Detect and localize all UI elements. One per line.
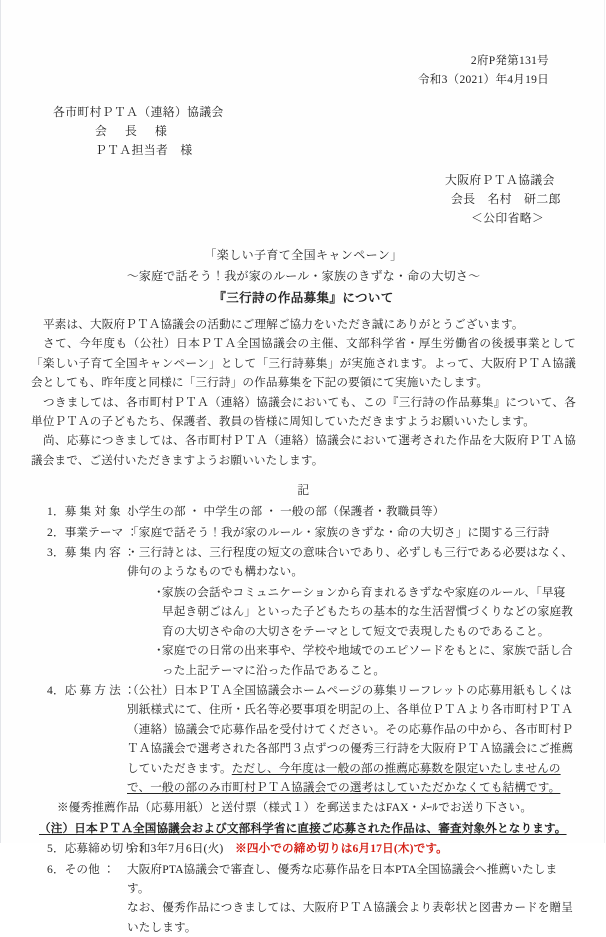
item-1-label: 1．募 集 対 象 ： xyxy=(47,505,136,519)
addressee-block xyxy=(31,103,576,160)
item-4-note-warning: （注）日本ＰＴＡ全国協議会および文部科学省に直接ご応募された作品は、審査対象外となります。 xyxy=(39,821,567,835)
item-4-note: ※優秀推薦作品（応募用紙）と送付票（様式１）を郵送またはFAX・ﾒｰﾙでお送り下さい。 xyxy=(57,801,533,815)
addressee-line-1: 各市町村ＰＴＡ（連絡）協議会 xyxy=(53,105,224,119)
item-6-label: 6．その他 ： xyxy=(47,862,115,876)
item-5-deadline-highlight: ※四小での締め切りは6月17日(木)です。 xyxy=(235,842,448,856)
item-5-body xyxy=(127,839,576,858)
document-date: 令和3（2021）年4月19日 xyxy=(418,74,549,86)
list-item xyxy=(153,583,576,641)
document-number: 2府P発第131号 xyxy=(470,55,549,67)
list-item xyxy=(153,641,576,680)
paragraph-3: つきましては、各市町村ＰＴＡ（連絡）協議会においても、この『三行詩の作品募集』について、各単位ＰＴＡの子どもたち、保護者、教員の皆様に周知していただきますようお願いいたします。 xyxy=(31,395,576,429)
title-line-2: ～家庭で話そう！我が家のルール・家族のきずな・命の大切さ～ xyxy=(126,269,481,283)
bullet-mark-icon: ・ xyxy=(153,585,165,599)
list-item xyxy=(31,681,576,797)
item-5-label: 5．応募締め切り： xyxy=(47,842,147,856)
item-3-label: 3．募 集 内 容 ： xyxy=(47,546,136,560)
paragraph-2: さて、今年度も（公社）日本ＰＴＡ全国協議会の主催、文部科学省・厚生労働省の後援事業として「楽しい子育て全国キャンペーン」として「三行詩募集」が実施されます。よって、大阪府ＰＴＡ協議会としても、昨年度と同様に「三行詩」の作品募集を下記の要領にて実施いたします。 xyxy=(31,337,576,390)
list-item xyxy=(31,523,576,542)
document-title xyxy=(31,245,576,309)
item-5-deadline: 令和3年7月6日(火) xyxy=(127,842,236,856)
bullet-mark-icon: ・ xyxy=(153,644,165,658)
list-item xyxy=(31,502,576,521)
item-1-body: 小学生の部 ・ 中学生の部 ・ 一般の部（保護者・教職員等） xyxy=(127,505,445,519)
body-paragraphs xyxy=(31,315,576,470)
item-3-bullets xyxy=(127,583,576,680)
title-line-1: 「楽しい子育て全国キャンペーン」 xyxy=(204,248,403,262)
item-3-body: ・三行詩とは、三行程度の短文の意味合いであり、必ずしも三行である必要はなく、俳句のようなものでも構わない。 xyxy=(127,546,574,579)
seal-omitted-note: ＜公印省略＞ xyxy=(471,211,545,225)
item-6-body: 大阪府PTA協議会で審査し、優秀な応募作品を日本PTA全国協議会へ推薦いたします。 xyxy=(127,862,558,895)
document-sheet xyxy=(1,0,606,934)
paragraph-1: 平素は、大阪府ＰＴＡ協議会の活動にご理解ご協力をいただき誠にありがとうございます。 xyxy=(43,318,524,331)
items-list xyxy=(31,502,576,937)
sender-organization: 大阪府ＰＴＡ協議会 xyxy=(445,173,555,187)
item-3-bullet-2: 家庭での日常の出来事や、学校や地域でのエピソードをもとに、家族で話し合った上記テーマに沿った作品であること。 xyxy=(162,644,573,677)
item-4-label: 4．応 募 方 法 ： xyxy=(47,683,136,697)
kiji-marker: 記 xyxy=(297,483,310,498)
list-item xyxy=(31,860,576,899)
sender-block xyxy=(31,171,576,228)
item-2-label: 2．事業テーマ ： xyxy=(47,525,139,539)
item-3-bullet-1: 家族の会話やコミュニケーションから育まれるきずなや家庭のルール、「早寝早起き朝ごはん」といった子どもたちの基本的な生活習慣づくりなどの家庭教育の大切さや命の大切さをテーマとして短文で表現したものであること。 xyxy=(162,585,574,638)
addressee-line-2: 会 長 様 xyxy=(95,124,170,138)
item-4-body-plain: （公社）日本ＰＴＡ全国協議会ホームページの募集リーフレットの応募用紙もしくは別紙様式にて、住所・氏名等必要事項を明記の上、各単位ＰＴＡより各市町村ＰＴＡ（連絡）協議会で応募作品を受付けてください。その応募作品の中から、各市町村ＰＴＡ協議会で選考された各部門３点ずつの優秀三行詩を大阪府ＰＴＡ協議会にご推薦していただきます。 xyxy=(127,683,574,775)
list-item xyxy=(31,543,576,680)
item-4-body-underlined: ただし、今年度は一般の部の推薦応募数を限定いたしませんので、一般の部のみ市町村ＰＴＡ協議会での選考はしていただかなくても結構です。 xyxy=(127,761,561,794)
paragraph-4: 尚、応募につきましては、各市町村ＰＴＡ（連絡）協議会において選考された作品を大阪府ＰＴＡ協議会まで、ご送付いただきますようお願いいたします。 xyxy=(31,434,576,467)
title-line-3: 『三行詩の作品募集』について xyxy=(213,291,394,305)
item-2-body: 「家庭で話そう！我が家のルール・家族のきずな・命の大切さ」に関する三行詩 xyxy=(127,525,550,539)
sender-name: 会長 名村 研二郎 xyxy=(451,192,561,206)
item-4-body xyxy=(127,681,576,797)
list-item xyxy=(31,839,576,858)
item-6-body-continued: なお、優秀作品につきましては、大阪府ＰＴＡ協議会より表彰状と図書カードを贈呈いたします。 xyxy=(127,901,574,934)
addressee-line-3: ＰＴＡ担当者 様 xyxy=(95,143,193,157)
